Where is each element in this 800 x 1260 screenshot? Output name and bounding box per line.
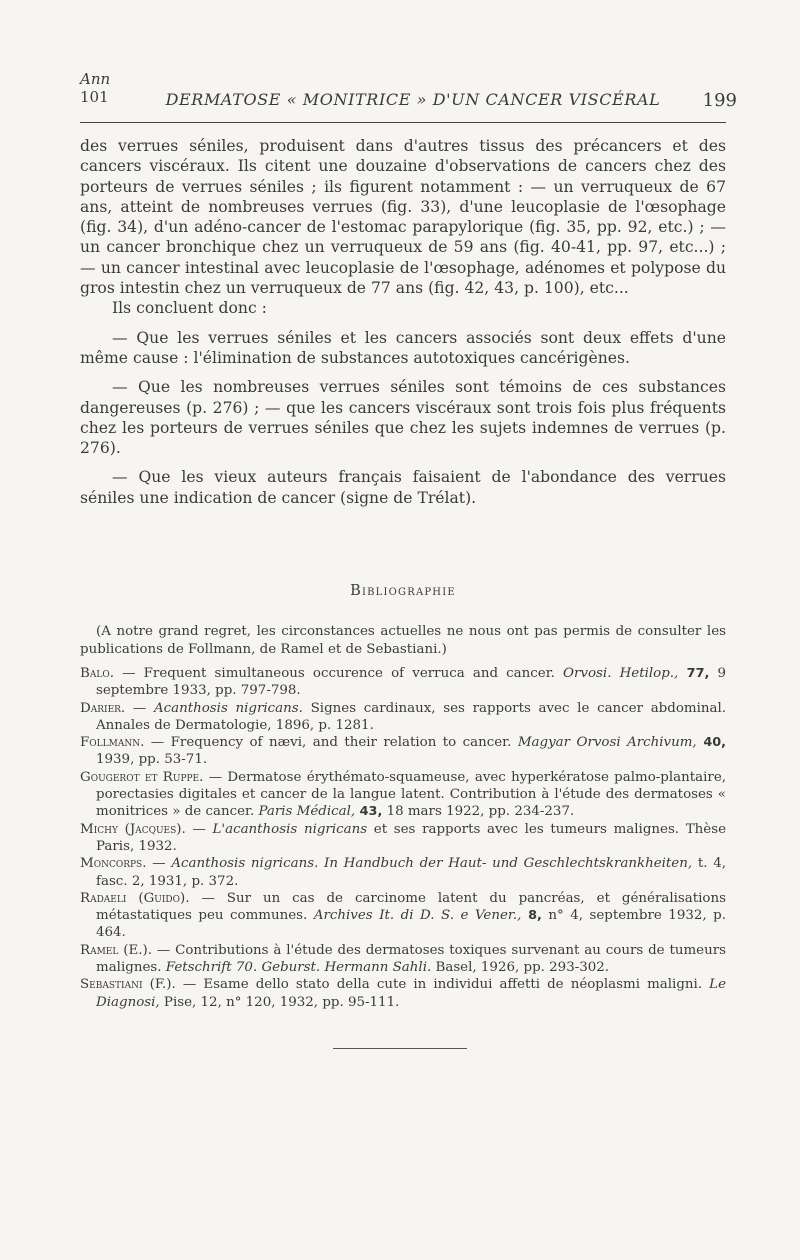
end-rule bbox=[333, 1048, 467, 1049]
reference-journal: Magyar Orvosi Archivum, bbox=[517, 735, 697, 751]
paragraph: — Que les nombreuses verrues séniles sont témoins de ces substances dangereuses (p. 276) ; — que les cancers viscéraux sont trois fois plus fréquents chez les porteurs de verrues séniles que chez les sujets indemnes de verrues (p. 276). bbox=[80, 378, 726, 458]
reference-author: Gougerot et Ruppe. bbox=[80, 769, 204, 785]
reference-text: Signes cardinaux, ses rapports avec le cancer abdominal. Annales de Dermatologie, 1896, p. 1281. bbox=[96, 700, 727, 733]
reference-author: Ramel (E.). bbox=[80, 942, 152, 958]
paragraph: Ils concluent donc : bbox=[112, 299, 267, 318]
reference-item bbox=[80, 700, 726, 735]
reference-author: Michy (Jacques). bbox=[80, 821, 186, 837]
reference-item bbox=[80, 769, 726, 821]
reference-volume: 43, bbox=[355, 804, 383, 820]
reference-author: Sebastiani (F.). bbox=[80, 977, 176, 993]
reference-text: — Dermatose érythémato-squameuse, avec hyperkératose palmo-plantaire, porectasies digitales et cancer de la langue latent. Contribution à l'étude des dermatoses « monitrices » de cancer. bbox=[96, 769, 726, 820]
header-journal-abbrev: Ann bbox=[80, 70, 111, 88]
reference-author: Radaeli (Guido). bbox=[80, 890, 190, 906]
reference-list bbox=[80, 665, 726, 1011]
reference-text: — bbox=[125, 700, 154, 716]
reference-journal: L'acanthosis nigricans bbox=[212, 821, 368, 837]
reference-text: t. 4, fasc. 2, 1931, p. 372. bbox=[96, 856, 726, 889]
reference-journal: Fetschrift 70. Geburst. Hermann Sahli. bbox=[165, 960, 432, 976]
paragraph: — Que les vieux auteurs français faisaient de l'abondance des verrues séniles une indication de cancer (signe de Trélat). bbox=[80, 468, 726, 507]
reference-text: — Contributions à l'étude des dermatoses toxiques survenant au cours de tumeurs malignes. bbox=[96, 942, 726, 976]
reference-text: 18 mars 1922, pp. 234-237. bbox=[382, 804, 575, 820]
reference-journal: Le Diagnosi, bbox=[96, 977, 726, 1010]
reference-journal: Orvosi. Hetilop., bbox=[563, 666, 679, 681]
reference-text: — Frequent simultaneous occurence of verruca and cancer. bbox=[113, 666, 564, 681]
page-number: 199 bbox=[702, 90, 737, 111]
reference-volume: 40, bbox=[696, 735, 727, 751]
reference-volume: 77, bbox=[678, 666, 710, 681]
reference-text: — Frequency of nævi, and their relation to cancer. bbox=[144, 735, 518, 751]
reference-author: Darier. bbox=[80, 700, 126, 716]
reference-item bbox=[80, 821, 726, 856]
reference-item bbox=[80, 890, 726, 942]
reference-text: Pise, 12, n° 120, 1932, pp. 95-111. bbox=[159, 994, 400, 1010]
paragraph: des verrues séniles, produisent dans d'autres tissus des précancers et des cancers viscéraux. Ils citent une douzaine d'observations de cancers chez des porteurs de verrues séniles ; ils figurent notamment : — un verruqueux de 67 ans, atteint de nombreuses verrues (fig. 33), d'une leucoplasie de l'œsophage (fig. 34), d'un adéno-cancer de l'estomac parapylorique (fig. 35, pp. 92, etc.) ; — un cancer bronchique chez un verruqueux de 59 ans (fig. 40-41, pp. 97, etc...) ; — un cancer intestinal avec leucoplasie de l'œsophage, adénomes et polypose du gros intestin chez un verruqueux de 77 ans (fig. 42, 43, p. 100), etc... bbox=[80, 137, 726, 298]
running-header-left bbox=[80, 70, 110, 106]
reference-text: et ses rapports avec les tumeurs malignes. Thèse Paris, 1932. bbox=[96, 821, 727, 854]
reference-item bbox=[80, 665, 726, 700]
reference-text: Basel, 1926, pp. 293-302. bbox=[431, 960, 610, 976]
reference-item bbox=[80, 855, 726, 890]
paragraph: — Que les verrues séniles et les cancers associés sont deux effets d'une même cause : l'élimination de substances autotoxiques cancérigènes. bbox=[80, 328, 726, 367]
bibliography-heading: Bibliographie bbox=[350, 583, 456, 599]
reference-text: 9 septembre 1933, pp. 797-798. bbox=[96, 666, 727, 699]
reference-item bbox=[80, 976, 726, 1011]
reference-author: Follmann. bbox=[80, 735, 145, 751]
reference-text: n° 4, septembre 1932, p. 464. bbox=[96, 908, 726, 941]
reference-text: — bbox=[185, 821, 213, 837]
header-volume-number: 101 bbox=[80, 88, 109, 106]
reference-text: — bbox=[146, 856, 172, 872]
reference-item bbox=[80, 734, 726, 769]
reference-author: Moncorps. bbox=[80, 856, 147, 872]
reference-journal: Acanthosis nigricans. In Handbuch der Haut- und Geschlechtskrankheiten, bbox=[171, 856, 693, 872]
reference-author: Balo. bbox=[80, 666, 114, 681]
reference-journal: Acanthosis nigricans. bbox=[153, 700, 303, 716]
running-header-title: DERMATOSE « MONITRICE » D'UN CANCER VISCÉRAL bbox=[165, 90, 661, 109]
header-rule bbox=[80, 122, 726, 123]
reference-item bbox=[80, 942, 726, 977]
main-text bbox=[80, 136, 726, 508]
bibliography-note: (A notre grand regret, les circonstances actuelles ne nous ont pas permis de consulter les publications de Follmann, de Ramel et de Sebastiani.) bbox=[80, 624, 726, 657]
reference-journal: Paris Médical, bbox=[258, 804, 356, 820]
reference-text: 1939, pp. 53-71. bbox=[96, 752, 208, 768]
reference-volume: 8, bbox=[521, 908, 542, 924]
reference-journal: Archives It. di D. S. e Vener., bbox=[313, 908, 522, 924]
reference-text: — Sur un cas de carcinome latent du pancréas, et généralisations métastatiques peu communes. bbox=[96, 890, 726, 924]
reference-text: — Esame dello stato della cute in individui affetti de néoplasmi maligni. bbox=[175, 977, 710, 993]
